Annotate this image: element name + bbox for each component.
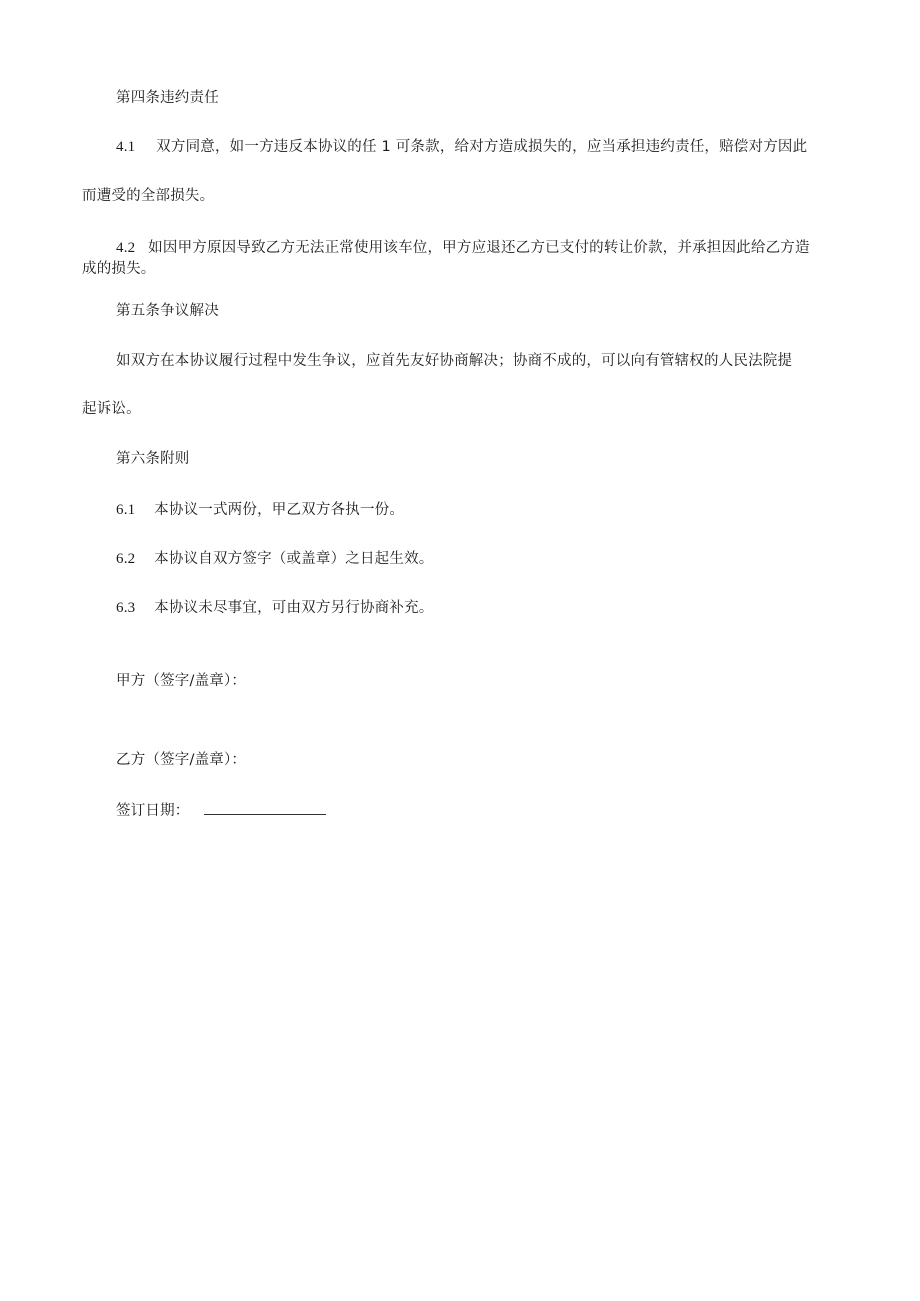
article5-text-line2: 起诉讼。 [82, 401, 141, 417]
article6-item2-number: 6.2 [116, 551, 136, 567]
article6-item2 [116, 549, 433, 569]
article4-item2-line1 [116, 238, 810, 258]
article6-heading: 第六条附则 [116, 451, 190, 467]
article6-item1-text: 本协议一式两份，甲乙双方各执一份。 [154, 502, 405, 518]
signing-date-row [116, 800, 326, 821]
article4-item1-line1 [116, 137, 807, 157]
article6-item1-number: 6.1 [116, 502, 136, 518]
party-b-signature-label: 乙方（签字/盖章）： [116, 752, 247, 768]
article4-item1-line2: 而遭受的全部损失。 [82, 188, 215, 204]
article6-item1 [116, 500, 404, 520]
party-a-signature-label: 甲方（签字/盖章）： [116, 673, 247, 689]
signing-date-label: 签订日期： [116, 803, 190, 819]
article6-item2-text: 本协议自双方签字（或盖章）之日起生效。 [154, 551, 434, 567]
article4-item2-text-line1: 如因甲方原因导致乙方无法正常使用该车位，甲方应退还乙方已支付的转让价款，并承担因此给乙方造 [148, 240, 810, 256]
article5-text-line1: 如双方在本协议履行过程中发生争议，应首先友好协商解决；协商不成的，可以向有管辖权的人民法院提 [116, 353, 793, 369]
article6-item3-text: 本协议未尽事宜，可由双方另行协商补充。 [154, 600, 434, 616]
article6-item3-number: 6.3 [116, 600, 136, 616]
article4-item2-number: 4.2 [116, 240, 136, 256]
signing-date-blank-line [204, 800, 326, 815]
article6-item3 [116, 598, 433, 618]
article4-heading: 第四条违约责任 [116, 90, 219, 106]
article4-item1-text-line1: 双方同意，如一方违反本协议的任 1 可条款，给对方造成损失的，应当承担违约责任，赔偿对方因此 [156, 139, 808, 155]
article4-item2-line2: 成的损失。 [82, 261, 156, 277]
article4-item1-number: 4.1 [116, 139, 136, 155]
article5-heading: 第五条争议解决 [116, 303, 219, 319]
